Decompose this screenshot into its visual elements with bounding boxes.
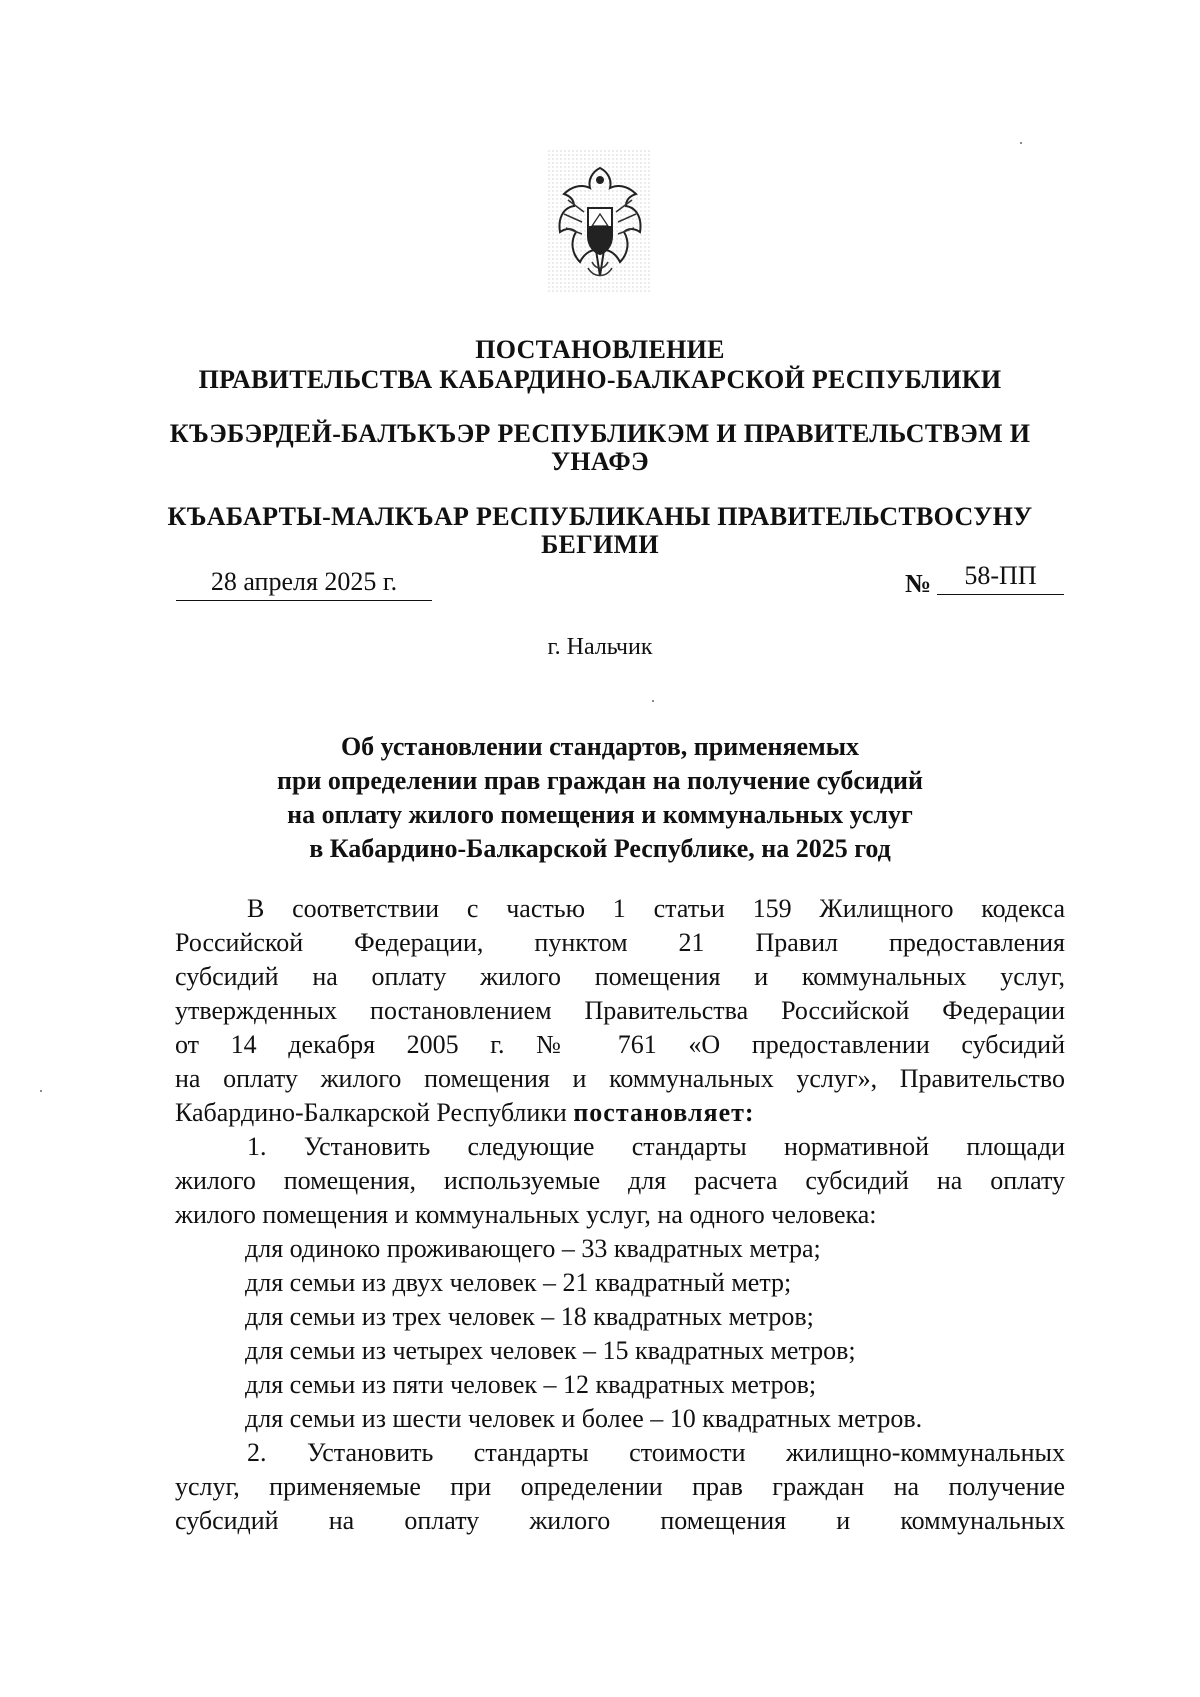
- doc-type-heading: ПОСТАНОВЛЕНИЕ: [475, 335, 725, 364]
- decree-body: [175, 892, 1065, 1538]
- issuer-heading-balkar-line1: КЪАБАРТЫ-МАЛКЪАР РЕСПУБЛИКАНЫ ПРАВИТЕЛЬСТВОСУНУ: [167, 502, 1033, 531]
- item1-line: жилого помещения, используемые для расчета субсидий на оплату: [175, 1166, 1065, 1195]
- norm-list-item: для семьи из двух человек – 21 квадратный метр;: [245, 1268, 792, 1297]
- preamble-line: Кабардино-Балкарской Республики: [175, 1098, 567, 1127]
- norm-list-item: для семьи из пяти человек – 12 квадратных метров;: [245, 1370, 817, 1399]
- decree-operative-word: постановляет:: [573, 1098, 755, 1127]
- number-sign: №: [905, 569, 932, 598]
- item1-line: 1. Установить следующие стандарты нормативной площади: [247, 1132, 1065, 1161]
- decree-date: 28 апреля 2025 г.: [176, 566, 432, 601]
- title-line: Об установлении стандартов, применяемых: [340, 732, 860, 761]
- issuer-heading-balkar-line2: БЕГИМИ: [541, 530, 659, 559]
- item2-line: субсидий на оплату жилого помещения и коммунальных: [175, 1506, 1065, 1535]
- preamble-line: утвержденных постановлением Правительства Российской Федерации: [175, 996, 1065, 1025]
- title-line: в Кабардино-Балкарской Республике, на 2025 год: [309, 834, 891, 863]
- preamble-line: В соответствии с частью 1 статьи 159 Жилищного кодекса: [247, 894, 1065, 923]
- norm-list-item: для семьи из трех человек – 18 квадратных метров;: [245, 1302, 814, 1331]
- preamble-line: субсидий на оплату жилого помещения и коммунальных услуг,: [175, 962, 1065, 991]
- scan-speck: [1020, 142, 1022, 144]
- item2-line: услуг, применяемые при определении прав граждан на получение: [175, 1472, 1065, 1501]
- scan-speck: [40, 1090, 42, 1092]
- norm-list-item: для семьи из шести человек и более – 10 квадратных метров.: [245, 1404, 923, 1433]
- preamble-line: Российской Федерации, пунктом 21 Правил предоставления: [175, 928, 1065, 957]
- scan-speck: [652, 700, 654, 702]
- decree-title: [0, 730, 1200, 866]
- title-line: на оплату жилого помещения и коммунальных услуг: [287, 800, 913, 829]
- coat-of-arms-emblem: [548, 150, 652, 294]
- preamble-line: на оплату жилого помещения и коммунальных услуг», Правительство: [175, 1064, 1065, 1093]
- norm-list-item: для одиноко проживающего – 33 квадратных метра;: [245, 1234, 821, 1263]
- title-line: при определении прав граждан на получение субсидий: [277, 766, 923, 795]
- issuer-heading: ПРАВИТЕЛЬСТВА КАБАРДИНО-БАЛКАРСКОЙ РЕСПУБЛИКИ: [198, 365, 1002, 394]
- issue-city: г. Нальчик: [547, 634, 653, 660]
- issuer-heading-kabardian-line2: УНАФЭ: [551, 447, 649, 476]
- preamble-last-line: [175, 1096, 1065, 1130]
- preamble-line: от 14 декабря 2005 г. № 761 «О предоставлении субсидий: [175, 1030, 1065, 1059]
- issuer-heading-kabardian-line1: КЪЭБЭРДЕЙ-БАЛЪКЪЭР РЕСПУБЛИКЭМ И ПРАВИТЕЛЬСТВЭМ И: [169, 419, 1031, 448]
- item2-line: 2. Установить стандарты стоимости жилищно-коммунальных: [247, 1438, 1065, 1467]
- decree-number: 58-ПП: [937, 560, 1064, 595]
- norm-list-item: для семьи из четырех человек – 15 квадратных метров;: [245, 1336, 856, 1365]
- item1-line: жилого помещения и коммунальных услуг, на одного человека:: [175, 1200, 877, 1229]
